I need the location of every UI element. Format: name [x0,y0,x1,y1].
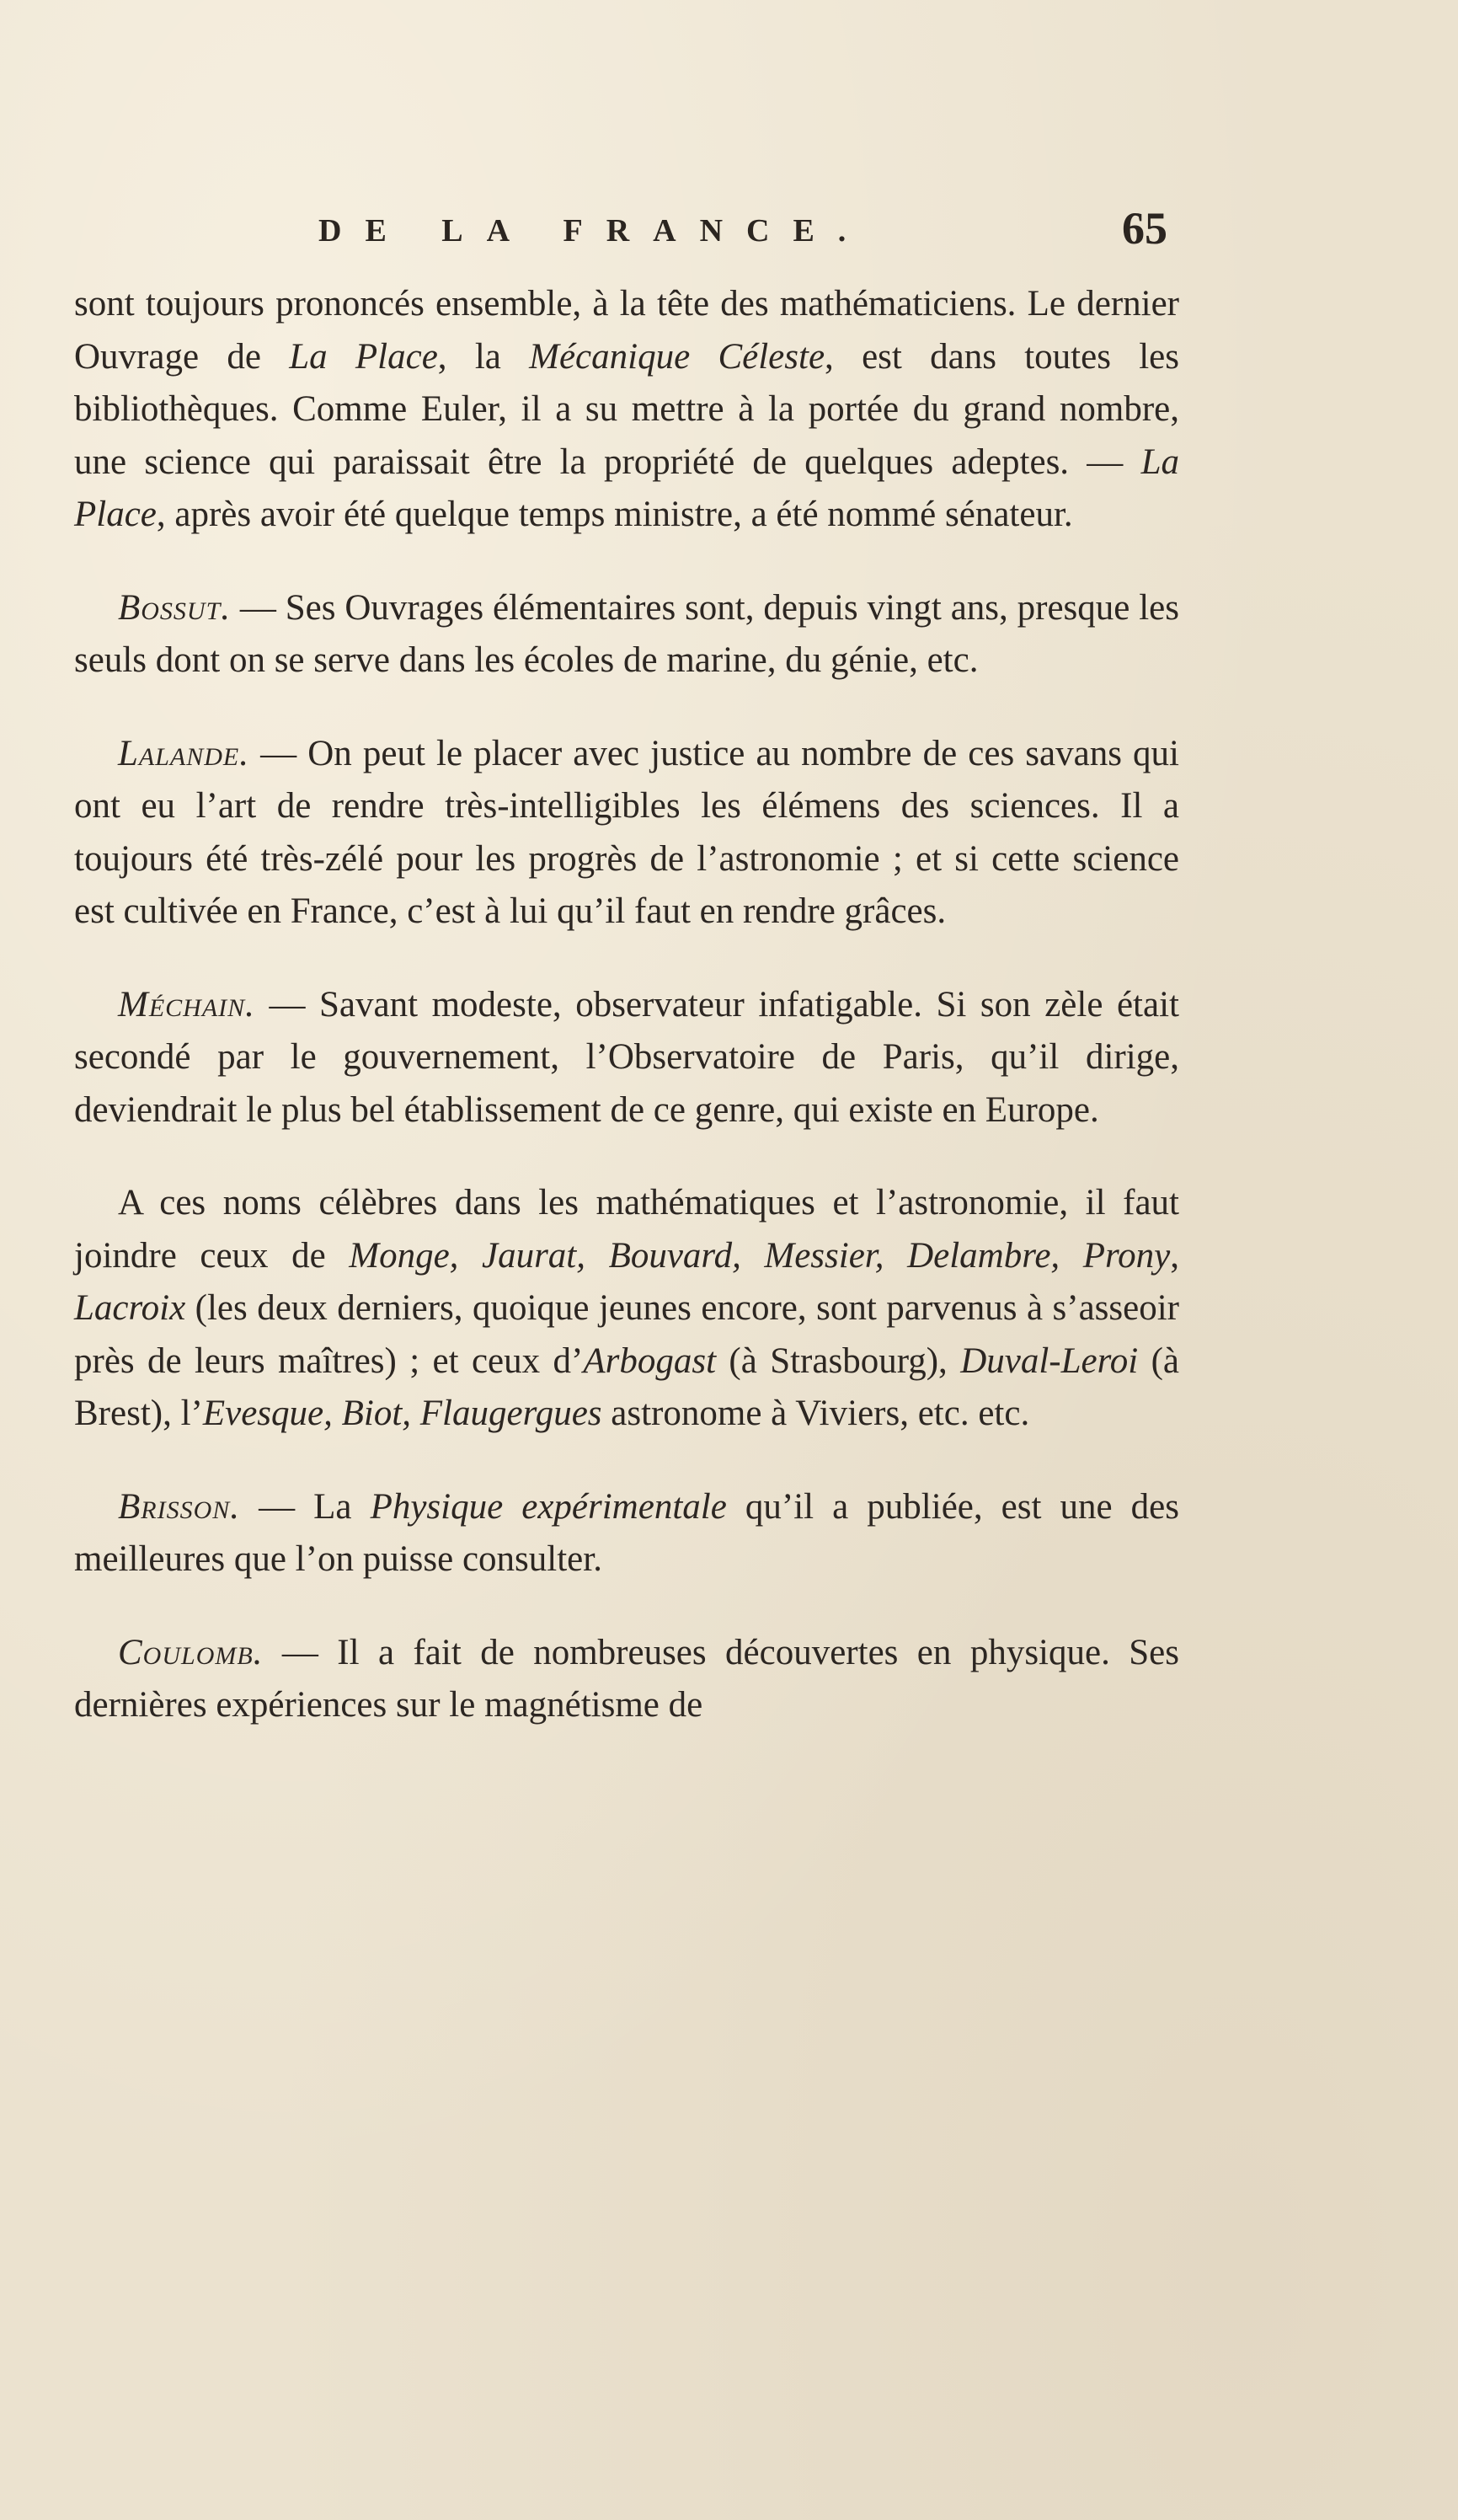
entry-name: Brisson. [118,1486,241,1527]
text-span: astronome à Viviers, etc. etc. [601,1394,1030,1433]
italic-name: Lacroix [74,1288,186,1328]
italic-names: Evesque, Biot, Flaugergues [202,1394,602,1433]
italic-name: La Place [74,441,1179,534]
entry-name: Lalande. [118,733,249,773]
italic-names: Monge, Jaurat, Bouvard, Messier, Delambre, Prony [349,1235,1171,1276]
entry-name: Coulomb. [118,1632,264,1672]
italic-name: Duval-Leroi [960,1340,1139,1381]
text-span: (les deux derniers, quoique jeunes encore, sont parvenus à s’asseoir près de leurs maîtres) ; et ceux d’ [74,1288,1179,1381]
paragraph-mechain [74,979,1179,1137]
page-header [0,202,1458,261]
text-span: — Ses Ouvrages élémentaires sont, depuis vingt ans, presque les seuls dont on se serve dans les écoles de marine, du génie, etc. [74,587,1179,680]
entry-name: Bossut. [118,587,232,628]
text-span: , est dans toutes les bibliothèques. Comme Euler, il a su mettre à la portée du grand nombre, une science qui paraissait être la propriété de quelques adeptes. — [74,336,1179,482]
text-span: — Savant modeste, observateur infatigable. Si son zèle était secondé par le gouvernement, l’Observatoire de Paris, qu’il dirige, deviendrait le plus bel établissement de ce genre, qui existe en Europe. [74,984,1179,1130]
page-number: 65 [1122,203,1167,254]
paragraph-la-place [74,278,1179,542]
italic-title: Physique expérimentale [370,1486,727,1527]
text-span: qu’il a publiée, est une des meilleures que l’on puisse consulter. [74,1486,1179,1579]
entry-name: Méchain. [118,984,255,1025]
text-span: sont toujours prononcés ensemble, à la tête des mathématiciens. Le dernier Ouvrage de [74,284,1179,377]
italic-title: Mécanique Céleste [529,336,825,377]
text-span: — On peut le placer avec justice au nombre de ces savans qui ont eu l’art de rendre très-intelligibles les élémens des sciences. Il a toujours été très-zélé pour les progrès de l’astronomie ; et si cette science est cultivée en France, c’est à lui qu’il faut en rendre grâces. [74,733,1179,931]
text-span: (à Brest), l’ [74,1340,1179,1433]
text-span: — Il a fait de nombreuses découvertes en physique. Ses dernières expériences sur le magnétisme de [74,1632,1179,1725]
paragraph-brisson [74,1481,1179,1586]
text-span: , après avoir été quelque temps ministre, a été nommé sénateur. [156,495,1073,534]
italic-name: La Place [289,336,438,377]
paragraph-lalande [74,728,1179,939]
text-span: (à Strasbourg), [716,1340,961,1381]
paragraph-coulomb [74,1627,1179,1732]
text-span: , [1170,1235,1179,1276]
paragraph-other-names [74,1177,1179,1441]
paragraph-bossut [74,582,1179,688]
text-span: — La [240,1486,371,1527]
text-span: A ces noms célèbres dans les mathématiques et l’astronomie, il faut joindre ceux de [74,1183,1179,1276]
running-head: DE LA FRANCE. [318,213,870,249]
text-span: , la [437,336,530,377]
italic-name: Arbogast [583,1340,717,1381]
body-text [74,278,1179,1732]
